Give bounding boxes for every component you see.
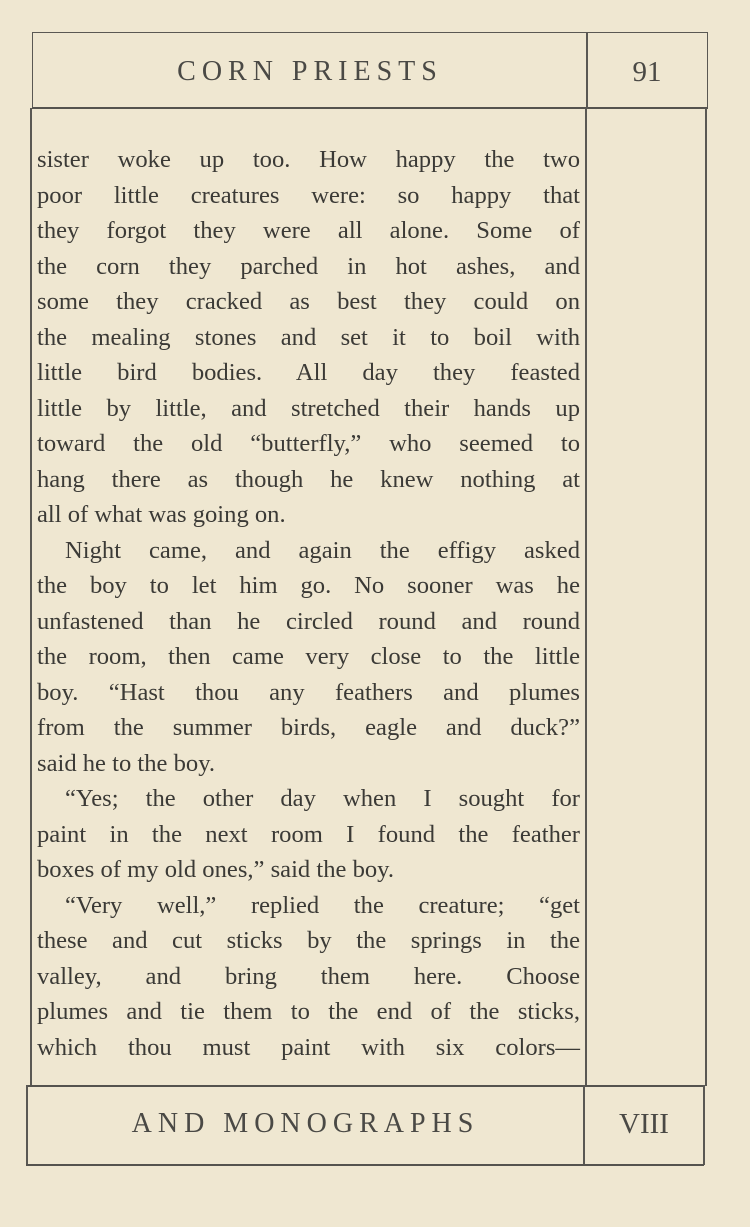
footer-right-rule bbox=[703, 1085, 705, 1165]
text-line: paint in the next room I found the feather bbox=[37, 820, 580, 848]
text-line: all of what was going on. bbox=[37, 501, 286, 528]
paragraph bbox=[37, 781, 580, 888]
text-line: “Yes; the other day when I sought for bbox=[65, 785, 580, 812]
paragraph bbox=[37, 533, 580, 782]
header-rule bbox=[32, 107, 708, 109]
text-line: the room, then came very close to the little bbox=[37, 643, 580, 670]
paragraph bbox=[37, 888, 580, 1066]
body-column-divider bbox=[585, 108, 587, 1086]
page-number: 91 bbox=[632, 56, 662, 88]
text-line: Night came, and again the effigy asked bbox=[65, 536, 580, 564]
text-line: hang there as though he knew nothing at bbox=[37, 465, 580, 493]
text-line: from the summer birds, eagle and duck?” bbox=[37, 714, 580, 741]
text-line: unfastened than he circled round and round bbox=[37, 607, 580, 635]
running-foot-series: AND MONOGRAPHS bbox=[131, 1108, 480, 1139]
volume-number: VIII bbox=[619, 1108, 669, 1140]
text-line: toward the old “butterfly,” who seemed to bbox=[37, 430, 580, 457]
paragraph bbox=[37, 142, 580, 533]
text-line: little bird bodies. All day they feasted bbox=[37, 359, 580, 386]
text-line: the boy to let him go. No sooner was he bbox=[37, 572, 580, 599]
text-line: they forgot they were all alone. Some of bbox=[37, 217, 580, 244]
footer-rule-top bbox=[26, 1085, 704, 1087]
text-line: the mealing stones and set it to boil with bbox=[37, 323, 580, 351]
text-line: some they cracked as best they could on bbox=[37, 288, 580, 315]
text-line: plumes and tie them to the end of the sticks, bbox=[37, 998, 580, 1025]
text-line: sister woke up too. How happy the two bbox=[37, 146, 580, 173]
text-line: little by little, and stretched their hands up bbox=[37, 394, 580, 422]
text-line: poor little creatures were: so happy that bbox=[37, 181, 580, 209]
running-head-title: CORN PRIESTS bbox=[177, 56, 443, 87]
text-line: said he to the boy. bbox=[37, 749, 216, 777]
text-line: boy. “Hast thou any feathers and plumes bbox=[37, 678, 580, 706]
body-right-rule bbox=[705, 108, 707, 1086]
text-line: these and cut sticks by the springs in the bbox=[37, 927, 580, 954]
text-line: boxes of my old ones,” said the boy. bbox=[37, 856, 395, 883]
text-line: which thou must paint with six colors— bbox=[37, 1033, 580, 1061]
text-line: “Very well,” replied the creature; “get bbox=[65, 891, 580, 919]
text-line: valley, and bring them here. Choose bbox=[37, 962, 580, 990]
text-line: the corn they parched in hot ashes, and bbox=[37, 252, 580, 280]
body-text bbox=[37, 142, 580, 1065]
body-left-rule bbox=[30, 108, 32, 1086]
footer-rule-bottom bbox=[26, 1164, 704, 1166]
